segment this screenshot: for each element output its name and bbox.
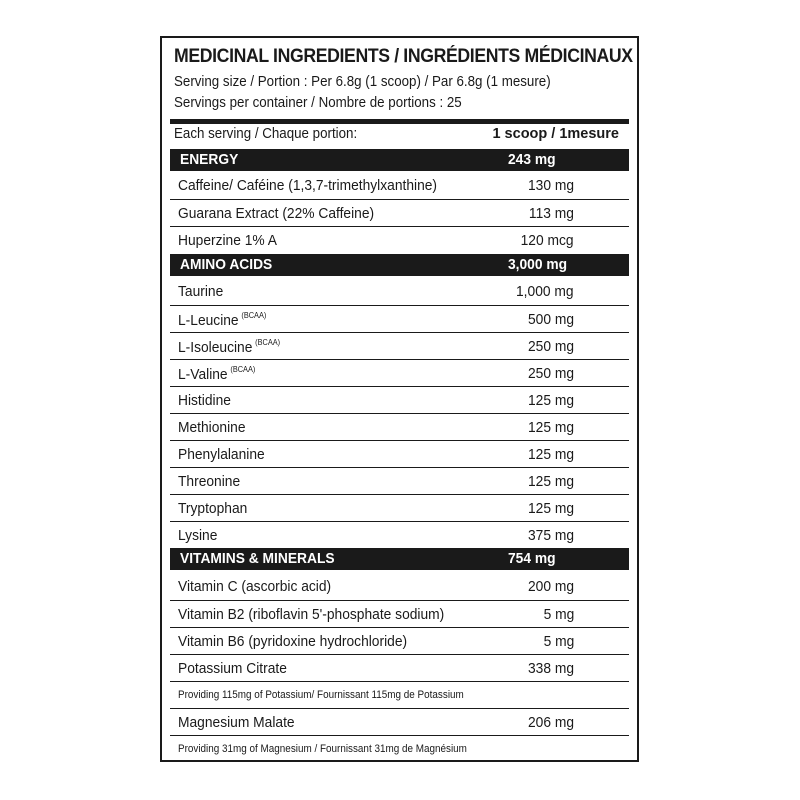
ingredient-row: [170, 226, 629, 253]
magnesium-note: Providing 31mg of Magnesium / Fournissant 31mg de Magnésium: [178, 743, 467, 755]
each-serving-row: [174, 124, 619, 146]
ingredient-name: Methionine: [178, 419, 246, 436]
panel-title: MEDICINAL INGREDIENTS / INGRÉDIENTS MÉDICINAUX: [174, 46, 633, 67]
each-serving-label: Each serving / Chaque portion:: [174, 126, 358, 142]
ingredient-row: [170, 708, 629, 735]
ingredient-amount: 250 mg: [527, 338, 574, 355]
ingredient-amount: 250 mg: [527, 365, 574, 382]
category-label: AMINO ACIDS: [180, 256, 273, 273]
ingredient-name: Histidine: [178, 392, 231, 409]
category-label: VITAMINS & MINERALS: [180, 550, 335, 567]
ingredient-row: [170, 521, 629, 548]
ingredient-amount: 5 mg: [543, 633, 574, 650]
ingredient-name: L-Isoleucine $^{(BCAA)}$: [178, 338, 281, 356]
bcaa-tag: (BCAA): [241, 311, 267, 320]
category-energy: [170, 149, 629, 171]
ingredient-name: L-Valine $^{(BCAA)}$: [178, 365, 256, 383]
ingredient-amount: 375 mg: [527, 527, 574, 544]
ingredient-amount: 125 mg: [527, 500, 574, 517]
ingredient-name: Magnesium Malate: [178, 714, 295, 731]
category-vitamins-minerals: [170, 548, 629, 570]
each-serving-amount: 1 scoop / 1mesure: [492, 126, 619, 142]
ingredient-name: Taurine: [178, 283, 224, 300]
servings-per-container: Servings per container / Nombre de portions : 25: [174, 95, 462, 111]
ingredient-row: [170, 172, 629, 199]
ingredient-row: [170, 305, 629, 332]
category-amount: 754 mg: [508, 550, 556, 567]
ingredient-row: [170, 440, 629, 467]
ingredient-amount: 125 mg: [527, 419, 574, 436]
ingredient-name: Caffeine/ Caféine (1,3,7-trimethylxanthine): [178, 177, 438, 194]
category-amount: 3,000 mg: [508, 256, 568, 273]
ingredient-amount: 125 mg: [527, 473, 574, 490]
ingredient-amount: 120 mcg: [521, 232, 574, 249]
ingredient-name: Phenylalanine: [178, 446, 265, 463]
ingredient-row: [170, 386, 629, 413]
category-amount: 243 mg: [508, 151, 556, 168]
ingredient-row: [170, 600, 629, 627]
ingredient-name: Vitamin C (ascorbic acid): [178, 578, 332, 595]
ingredient-row: [170, 573, 629, 600]
ingredient-name: Threonine: [178, 473, 241, 490]
ingredient-name: Lysine: [178, 527, 218, 544]
bcaa-tag: (BCAA): [230, 365, 256, 374]
ingredient-row: [170, 627, 629, 654]
magnesium-note-row: [170, 735, 629, 762]
ingredient-amount: 125 mg: [527, 392, 574, 409]
ingredient-row: [170, 199, 629, 226]
ingredient-name: Vitamin B6 (pyridoxine hydrochloride): [178, 633, 408, 650]
ingredient-amount: 125 mg: [527, 446, 574, 463]
ingredient-amount: 338 mg: [527, 660, 574, 677]
ingredients-panel: [160, 36, 639, 762]
ingredient-row: [170, 278, 629, 305]
potassium-note-row: [170, 681, 629, 708]
ingredient-name: Guarana Extract (22% Caffeine): [178, 205, 375, 222]
ingredient-name: Huperzine 1% A: [178, 232, 277, 249]
ingredient-amount: 130 mg: [527, 177, 574, 194]
bcaa-tag: (BCAA): [255, 338, 281, 347]
ingredient-amount: 1,000 mg: [516, 283, 574, 300]
ingredient-amount: 206 mg: [527, 714, 574, 731]
ingredient-row: [170, 413, 629, 440]
ingredient-row: [170, 359, 629, 386]
ingredient-amount: 113 mg: [528, 205, 574, 222]
ingredient-name: Vitamin B2 (riboflavin 5'-phosphate sodium): [178, 606, 445, 623]
ingredient-row: [170, 494, 629, 521]
ingredient-amount: 500 mg: [527, 311, 574, 328]
category-label: ENERGY: [180, 151, 239, 168]
ingredient-amount: 200 mg: [527, 578, 574, 595]
ingredient-row: [170, 332, 629, 359]
ingredient-name: L-Leucine $^{(BCAA)}$: [178, 311, 267, 329]
ingredient-amount: 5 mg: [543, 606, 574, 623]
ingredient-row: [170, 654, 629, 681]
potassium-note: Providing 115mg of Potassium/ Fournissant 115mg de Potassium: [178, 689, 464, 701]
category-amino-acids: [170, 254, 629, 276]
ingredient-name: Potassium Citrate: [178, 660, 287, 677]
serving-size: Serving size / Portion : Per 6.8g (1 scoop) / Par 6.8g (1 mesure): [174, 74, 551, 90]
ingredient-name: Tryptophan: [178, 500, 248, 517]
ingredient-row: [170, 467, 629, 494]
